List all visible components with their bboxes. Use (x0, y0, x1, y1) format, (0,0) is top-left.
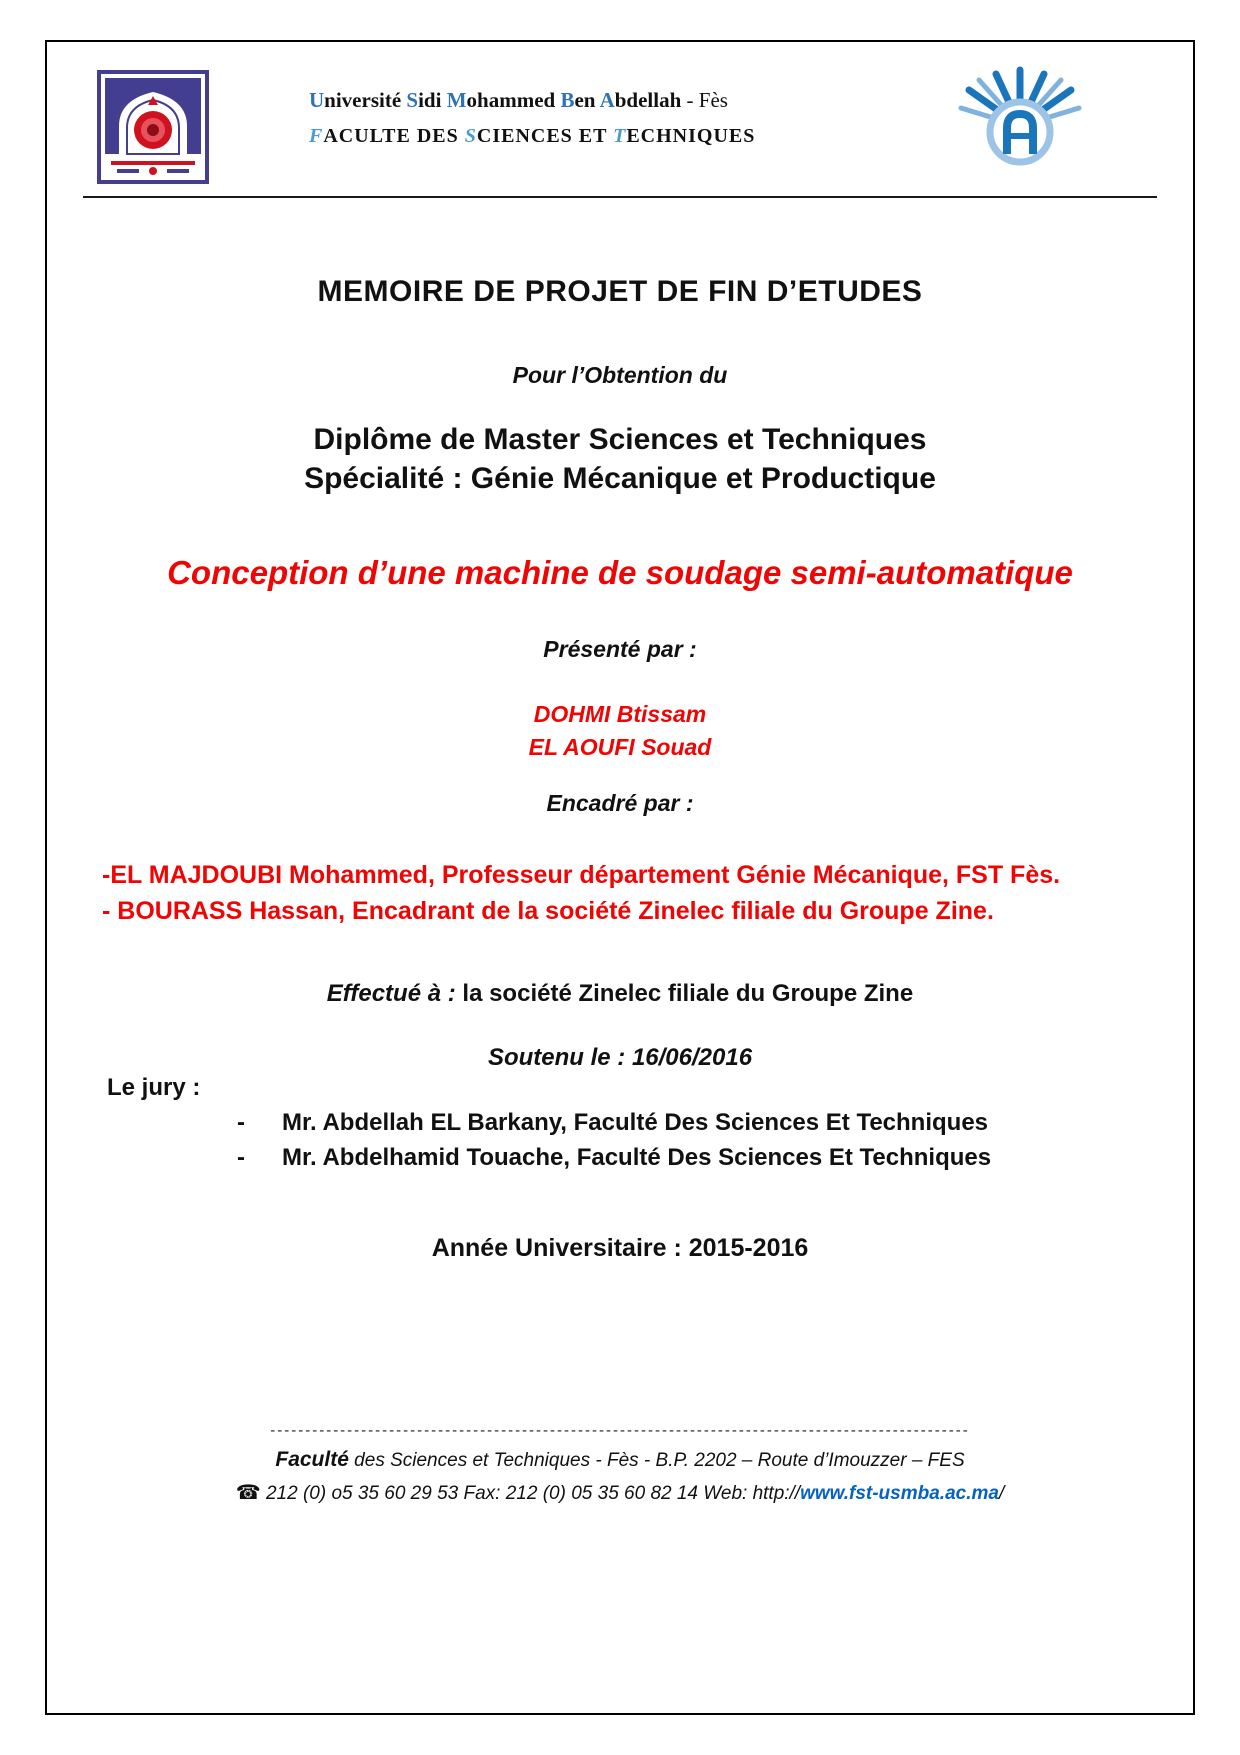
faculty-name-initial: F (309, 125, 324, 147)
jury-member (237, 1141, 1173, 1176)
footer-address-lead: Faculté (275, 1448, 349, 1471)
supervised-by-label: Encadré par : (546, 790, 694, 816)
carried-out-at-value: la société Zinelec filiale du Groupe Zine (455, 980, 914, 1007)
project-title: Conception d’une machine de soudage semi-automatique (167, 554, 1073, 591)
supervisor-line: -EL MAJDOUBI Mohammed, Professeur département Génie Mécanique, FST Fès. (102, 861, 1061, 889)
jury-label: Le jury : (107, 1074, 201, 1101)
faculty-name: FACULTE DES SCIENCES ET TECHNIQUES (309, 125, 756, 147)
obtention-subtitle: Pour l’Obtention du (512, 362, 728, 388)
fst-rays-icon (949, 66, 1091, 174)
list-dash: - (237, 1143, 245, 1171)
university-name-initial: U (309, 88, 325, 112)
list-dash: - (237, 1109, 245, 1136)
footer-contact-numbers: 212 (0) o5 35 60 29 53 Fax: 212 (0) 05 35 60 82 14 Web: http:// (260, 1483, 801, 1504)
phone-icon: ☎ (235, 1482, 261, 1504)
jury-member-name: Mr. Abdelhamid Touache, Faculté Des Sciences Et Techniques (282, 1143, 992, 1171)
author-name: EL AOUFI Souad (528, 734, 712, 761)
diploma-title (47, 420, 1193, 498)
footer-address-rest: des Sciences et Techniques - Fès - B.P. 2202 – Route d’Imouzzer – FES (348, 1450, 965, 1471)
defense-date: Soutenu le : 16/06/2016 (487, 1044, 753, 1071)
memoire-title: MEMOIRE DE PROJET DE FIN D’ETUDES (317, 275, 923, 308)
footer-divider-dashes: ---------------------------------------------------------------------------------------------------- (270, 1422, 970, 1439)
website-link[interactable]: www.fst-usmba.ac.ma (800, 1483, 999, 1504)
supervisor-line: - BOURASS Hassan, Encadrant de la société Zinelec filiale du Groupe Zine. (102, 896, 994, 925)
supervisors (102, 858, 1173, 929)
carried-out-at-label: Effectué à : (326, 980, 456, 1007)
academic-year: Année Universitaire : 2015-2016 (431, 1234, 809, 1262)
university-emblem-logo (97, 70, 209, 184)
fst-logo (949, 66, 1091, 174)
jury-member (237, 1106, 1173, 1141)
diploma-line-1: Diplôme de Master Sciences et Techniques (313, 423, 927, 456)
presented-by-label: Présenté par : (543, 636, 697, 662)
footer-contact (47, 1480, 1193, 1505)
footer-contact-slash: / (998, 1483, 1005, 1504)
university-emblem-icon (97, 70, 209, 184)
author-name: DOHMI Btissam (533, 701, 707, 727)
header-divider (83, 196, 1157, 198)
footer-address (47, 1448, 1193, 1472)
university-name: Université Sidi Mohammed Ben Abdellah - Fès (309, 88, 728, 112)
diploma-line-2: Spécialité : Génie Mécanique et Productique (304, 462, 936, 495)
jury-list (237, 1106, 1173, 1176)
header-text (309, 88, 755, 148)
authors (47, 698, 1193, 765)
carried-out-at (47, 980, 1193, 1008)
jury-member-name: Mr. Abdellah EL Barkany, Faculté Des Sciences Et Techniques (282, 1109, 989, 1136)
page-border (45, 40, 1195, 1715)
